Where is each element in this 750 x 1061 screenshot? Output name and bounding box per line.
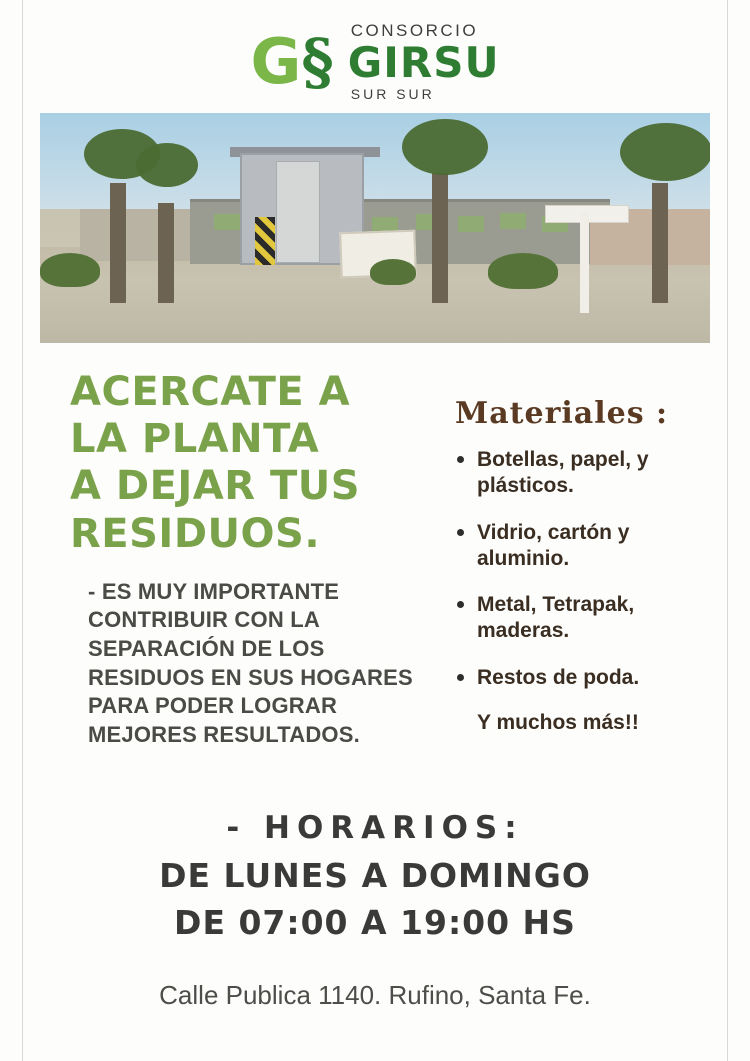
photo-palm-crown	[402, 119, 488, 175]
photo-tree-trunk	[158, 203, 174, 303]
photo-bush	[370, 259, 416, 285]
photo-sign-post	[580, 213, 589, 313]
logo-girsu-label: GIRSU	[347, 38, 500, 87]
bullet-icon	[457, 674, 464, 681]
list-item	[455, 592, 715, 645]
materials-item-label: Botellas, papel, y plásticos.	[477, 448, 649, 498]
photo-hazard-stripe	[255, 217, 275, 265]
logo-consorcio-label: CONSORCIO	[350, 21, 479, 40]
logo-sursur-label: SUR SUR	[350, 86, 435, 102]
logo-section-symbol-icon: §	[301, 24, 334, 98]
bullet-icon	[457, 529, 464, 536]
address-line: Calle Publica 1140. Rufino, Santa Fe.	[159, 980, 591, 1010]
logo-wordmark	[348, 22, 500, 101]
photo-tree-trunk	[432, 173, 448, 303]
photo-tree-trunk	[652, 183, 668, 303]
bullet-icon	[457, 601, 464, 608]
materials-more-label: Y muchos más!!	[477, 710, 639, 734]
hours-days: DE LUNES A DOMINGO	[159, 856, 591, 895]
intro-paragraph: - ES MUY IMPORTANTE CONTRIBUIR CON LA SEPARACIÓN DE LOS RESIDUOS EN SUS HOGARES PARA PODER LOGRAR MEJORES RESULTADOS.	[88, 578, 413, 747]
materials-item-label: Vidrio, cartón y aluminio.	[477, 520, 630, 570]
photo-palm-crown	[620, 123, 710, 181]
logo-header	[0, 0, 750, 101]
materials-item-label: Metal, Tetrapak, maderas.	[477, 593, 635, 643]
list-item	[455, 520, 715, 573]
headline-line-4: RESIDUOS.	[70, 510, 321, 557]
hours-section	[0, 810, 750, 942]
list-item	[455, 665, 715, 691]
materials-list	[455, 447, 715, 691]
photo-palm-crown	[136, 143, 198, 187]
headline	[70, 369, 430, 558]
materials-title: Materiales :	[455, 396, 669, 431]
materials-section	[455, 396, 715, 735]
facility-photo	[40, 113, 710, 343]
materials-item-label: Restos de poda.	[477, 665, 640, 689]
list-item	[455, 447, 715, 500]
hours-title: - HORARIOS:	[226, 810, 524, 846]
logo-mark	[250, 24, 334, 98]
photo-bush	[40, 253, 100, 287]
photo-road	[40, 277, 710, 343]
photo-tower	[276, 161, 320, 263]
bullet-icon	[457, 456, 464, 463]
photo-tree-trunk	[110, 183, 126, 303]
photo-bush	[488, 253, 558, 289]
headline-line-2: LA PLANTA	[70, 416, 320, 463]
hours-time: DE 07:00 A 19:00 HS	[174, 903, 576, 942]
headline-line-3: A DEJAR TUS	[70, 463, 361, 510]
headline-line-1: ACERCATE A	[70, 369, 351, 415]
logo-letter-g: G	[250, 24, 300, 98]
